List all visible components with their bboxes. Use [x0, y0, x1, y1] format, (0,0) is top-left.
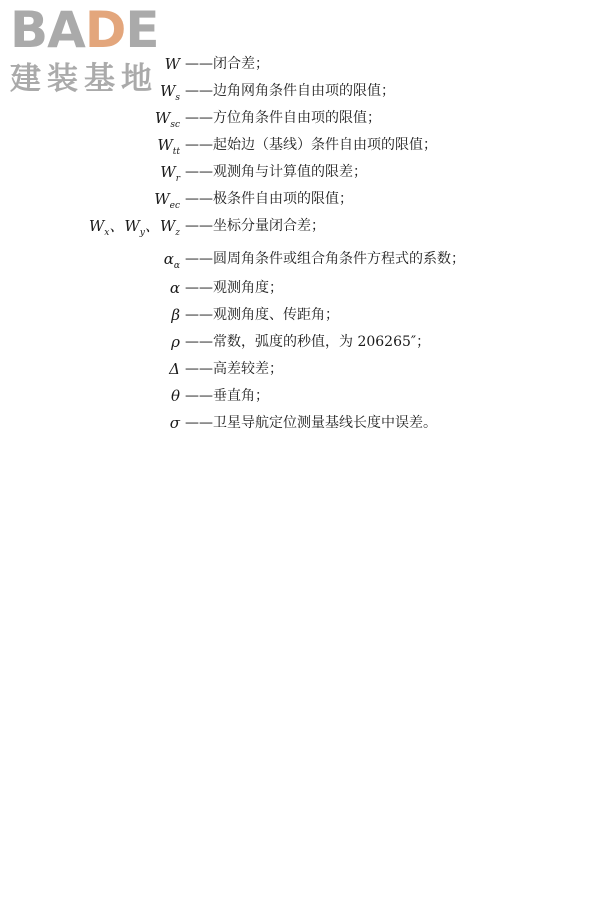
symbol-row	[0, 301, 600, 329]
symbol-definition: ——卫星导航定位测量基线长度中误差。	[185, 415, 437, 431]
symbol-row	[0, 409, 600, 437]
symbol-notation: $W_{tt}$	[157, 136, 180, 157]
symbol-row	[0, 50, 600, 78]
symbol-row	[0, 274, 600, 302]
symbol-notation: α	[169, 279, 180, 297]
symbol-row	[0, 245, 600, 273]
symbol-notation: θ	[170, 387, 180, 405]
symbol-notation: σ	[169, 414, 180, 432]
symbol-notation: ρ	[171, 333, 180, 351]
symbol-notation: β	[171, 306, 180, 324]
symbol-notation: Δ	[169, 360, 180, 378]
symbol-row	[0, 131, 600, 159]
symbol-definition: ——观测角与计算值的限差；	[185, 164, 367, 180]
symbol-notation: $W_{sc}$	[154, 109, 180, 130]
symbol-row	[0, 212, 600, 240]
symbol-notation: $W_s$	[159, 82, 180, 103]
symbol-definition: ——起始边（基线）条件自由项的限值；	[185, 137, 437, 153]
symbol-definition: ——边角网角条件自由项的限值；	[185, 83, 395, 99]
symbol-row	[0, 158, 600, 186]
symbol-definition: ——垂直角；	[185, 388, 269, 404]
symbol-row	[0, 77, 600, 105]
symbol-definition: ——常数，弧度的秒值，为 206265″；	[185, 334, 431, 350]
symbol-definition: ——高差较差；	[185, 361, 283, 377]
symbol-definition: ——闭合差；	[185, 56, 269, 72]
symbol-row	[0, 328, 600, 356]
symbol-definition: ——圆周角条件或组合角条件方程式的系数；	[185, 251, 465, 267]
symbol-definition: ——坐标分量闭合差；	[185, 218, 325, 234]
symbol-notation: $W_{ec}$	[154, 190, 180, 211]
symbol-row	[0, 185, 600, 213]
symbol-definition: ——观测角度、传距角；	[185, 307, 339, 323]
symbol-notation: $W_r$	[160, 163, 180, 184]
symbol-row	[0, 104, 600, 132]
symbol-definition: ——观测角度；	[185, 280, 283, 296]
symbol-notation: $W_x$、$W_y$、$W_z$	[88, 217, 180, 238]
symbol-notation: W	[164, 55, 180, 73]
symbol-row	[0, 382, 600, 410]
watermark-subtitle: 建装基地	[10, 61, 158, 97]
symbol-row	[0, 355, 600, 383]
watermark-word: BADE	[10, 1, 159, 59]
symbol-definition: ——极条件自由项的限值；	[185, 191, 353, 207]
symbol-definition: ——方位角条件自由项的限值；	[185, 110, 381, 126]
symbol-notation: $\alpha_\alpha$	[163, 250, 180, 271]
